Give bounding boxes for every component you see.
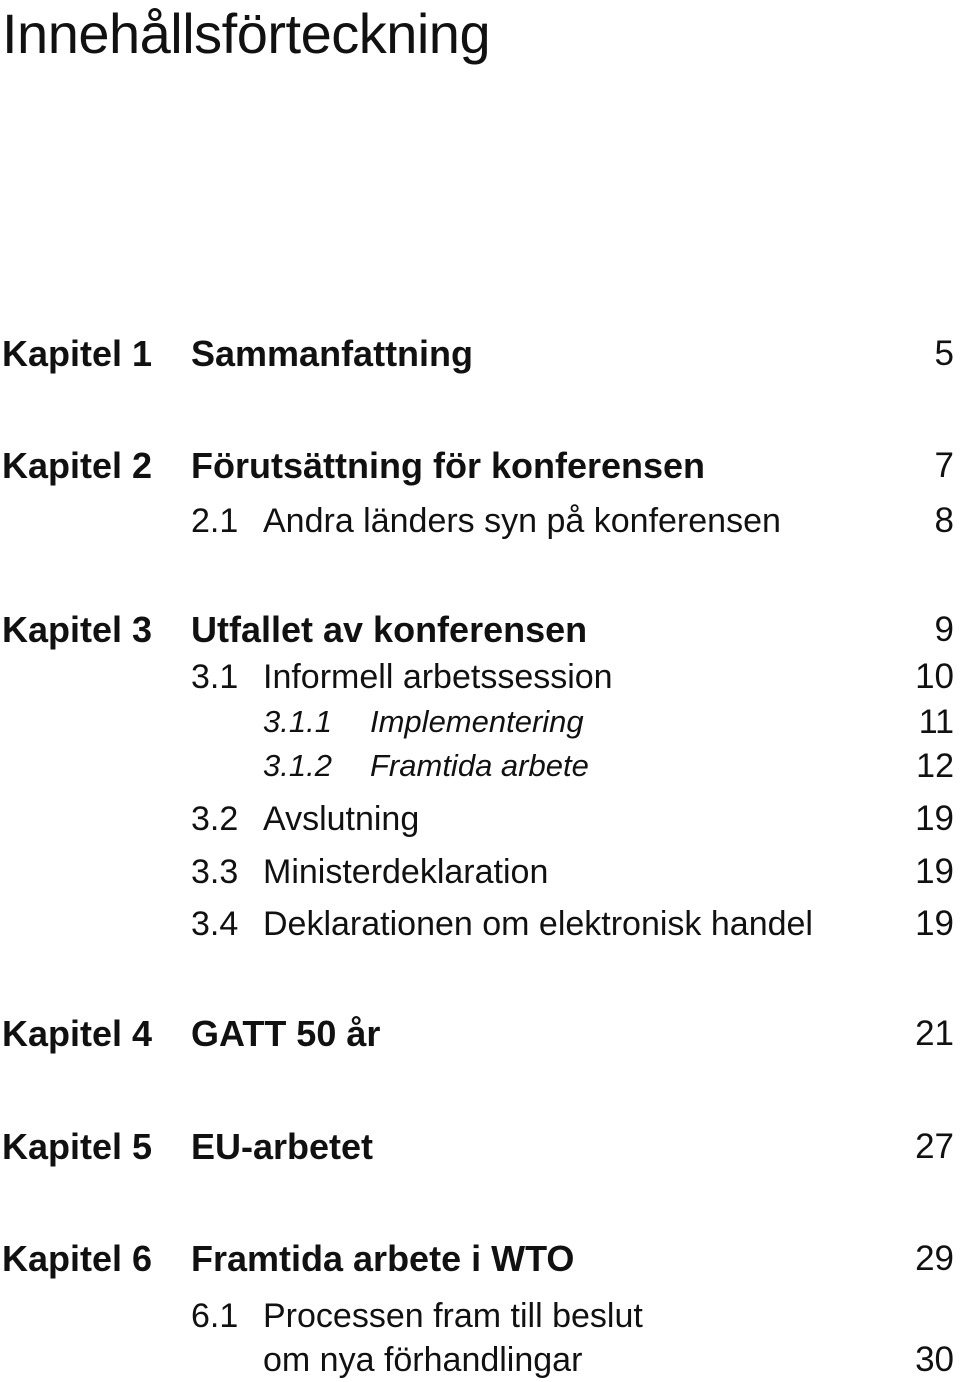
section-title: Deklarationen om elektronisk handel — [263, 905, 813, 943]
chapter-label: Kapitel 3 — [2, 609, 153, 650]
subsection-title: Framtida arbete — [370, 748, 589, 783]
chapter-label: Kapitel 4 — [2, 1013, 153, 1054]
toc-chapter-2[interactable] — [0, 445, 960, 487]
chapter-label: Kapitel 5 — [2, 1126, 153, 1167]
section-number: 3.4 — [191, 905, 239, 943]
chapter-label: Kapitel 6 — [2, 1238, 153, 1279]
toc-section-2-1[interactable] — [0, 500, 960, 542]
page-number: 27 — [915, 1127, 954, 1166]
page-number: 19 — [915, 904, 954, 943]
page-number: 21 — [915, 1014, 954, 1053]
subsection-title: Implementering — [370, 704, 584, 739]
page-title: Innehållsförteckning — [2, 2, 491, 65]
section-number: 3.3 — [191, 853, 239, 891]
toc-subsection-3-1-2[interactable] — [0, 746, 960, 786]
chapter-title: EU-arbetet — [191, 1126, 374, 1167]
section-title: Informell arbetssession — [263, 658, 613, 696]
chapter-title: Framtida arbete i WTO — [191, 1238, 575, 1279]
toc-section-3-1[interactable] — [0, 656, 960, 698]
toc-chapter-3[interactable] — [0, 609, 960, 651]
page-number: 19 — [915, 799, 954, 838]
section-title-line-2: om nya förhandlingar — [263, 1341, 583, 1379]
section-title-line-1: Processen fram till beslut — [263, 1297, 643, 1335]
section-number: 6.1 — [191, 1297, 239, 1335]
section-title: Ministerdeklaration — [263, 853, 549, 891]
page-number: 7 — [934, 446, 954, 485]
chapter-label: Kapitel 1 — [2, 333, 153, 374]
page-number: 9 — [934, 610, 954, 649]
chapter-title: Förutsättning för konferensen — [191, 445, 706, 486]
page-number: 12 — [916, 747, 954, 785]
chapter-label: Kapitel 2 — [2, 445, 153, 486]
toc-section-3-2[interactable] — [0, 798, 960, 840]
section-title: Avslutning — [263, 800, 420, 838]
toc-chapter-1[interactable] — [0, 333, 960, 375]
toc-subsection-3-1-1[interactable] — [0, 702, 960, 742]
section-number: 3.2 — [191, 800, 239, 838]
page-number: 11 — [918, 703, 954, 741]
page-number: 19 — [915, 852, 954, 891]
chapter-title: GATT 50 år — [191, 1013, 381, 1054]
subsection-number: 3.1.1 — [263, 704, 332, 739]
toc-section-3-4[interactable] — [0, 903, 960, 945]
toc-chapter-5[interactable] — [0, 1126, 960, 1168]
page-number: 10 — [915, 657, 954, 696]
subsection-number: 3.1.2 — [263, 748, 332, 783]
page-number: 29 — [915, 1239, 954, 1278]
section-number: 2.1 — [191, 502, 239, 540]
page-number: 8 — [934, 501, 954, 540]
section-title: Andra länders syn på konferensen — [263, 502, 781, 540]
toc-section-6-1[interactable] — [0, 1295, 960, 1381]
page-number: 30 — [915, 1340, 954, 1379]
page-number: 5 — [934, 334, 954, 373]
toc-section-3-3[interactable] — [0, 851, 960, 893]
chapter-title: Sammanfattning — [191, 333, 474, 374]
toc-chapter-6[interactable] — [0, 1238, 960, 1280]
section-number: 3.1 — [191, 658, 239, 696]
toc-chapter-4[interactable] — [0, 1013, 960, 1055]
chapter-title: Utfallet av konferensen — [191, 609, 588, 650]
